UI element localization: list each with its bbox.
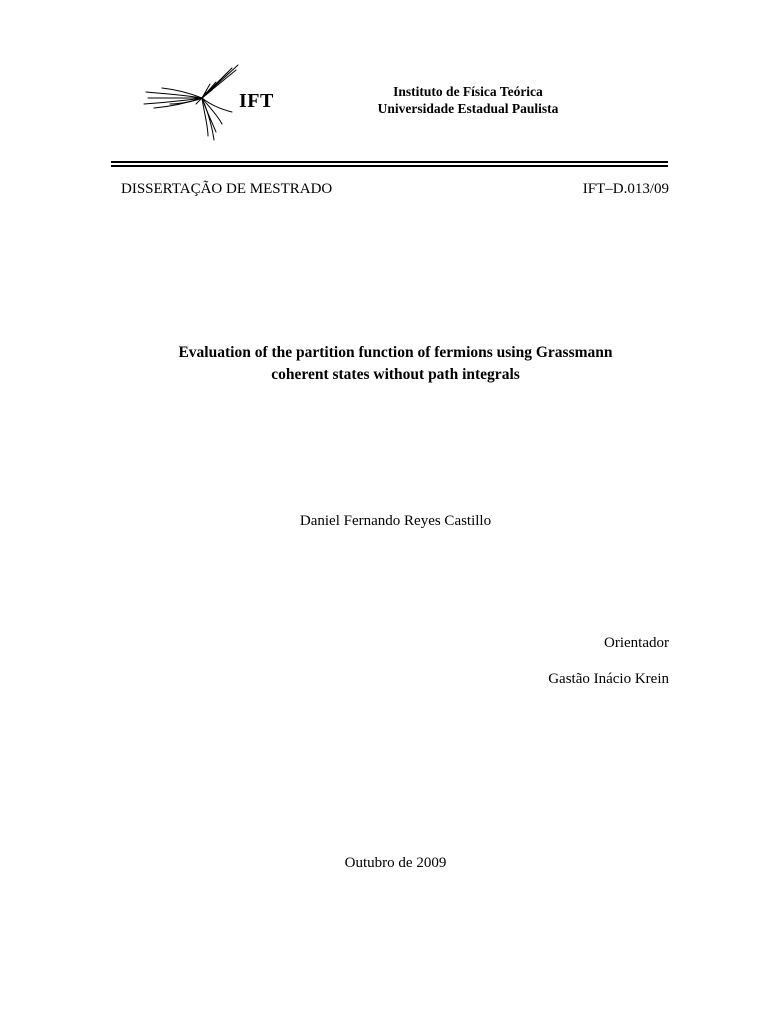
- document-type: DISSERTAÇÃO DE MESTRADO: [121, 181, 333, 197]
- publication-date: Outubro de 2009: [344, 855, 447, 871]
- header-divider-top: [111, 161, 668, 163]
- header-divider-bottom: [111, 165, 668, 167]
- institute-name: Instituto de Física Teórica: [393, 84, 543, 99]
- university-name: Universidade Estadual Paulista: [377, 101, 559, 116]
- document-code: IFT–D.013/09: [582, 181, 669, 197]
- advisor-name: Gastão Inácio Krein: [548, 671, 669, 687]
- particle-tracks-icon: [140, 60, 250, 160]
- logo-text: IFT: [239, 90, 274, 112]
- thesis-title-line2: coherent states without path integrals: [271, 366, 520, 383]
- advisor-label: Orientador: [604, 635, 669, 651]
- author-name: Daniel Fernando Reyes Castillo: [299, 513, 492, 529]
- ift-logo: [140, 60, 250, 160]
- thesis-title-line1: Evaluation of the partition function of fermions using Grassmann: [178, 344, 613, 361]
